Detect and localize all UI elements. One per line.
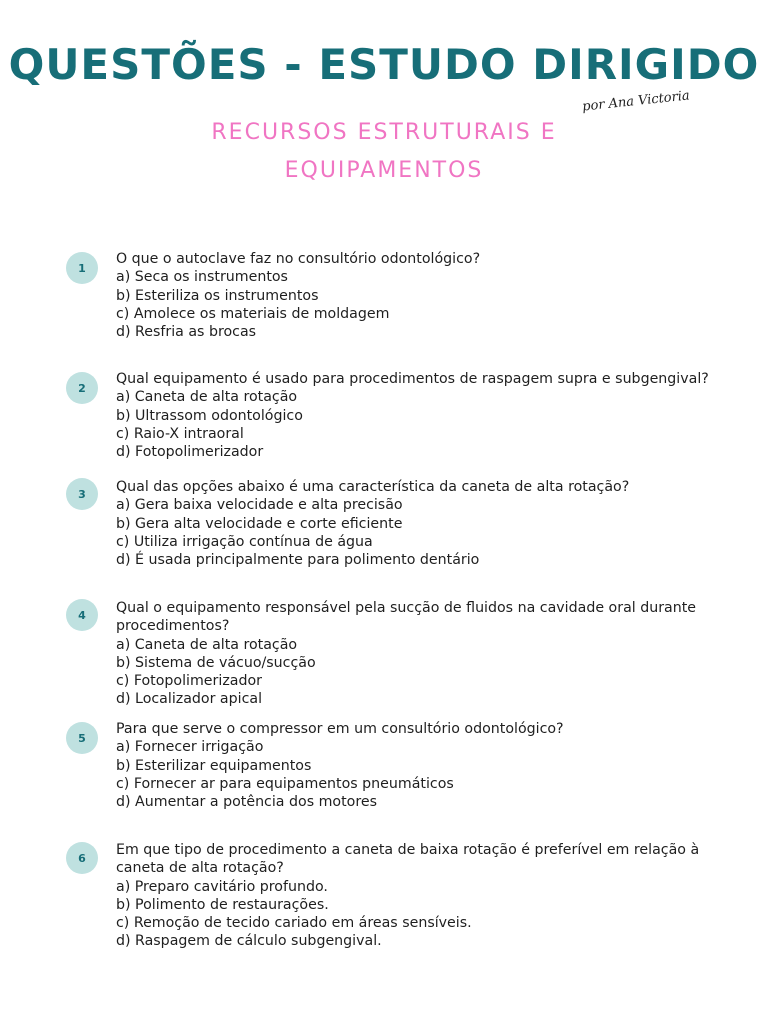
answer-option: c) Amolece os materiais de moldagem — [116, 305, 390, 322]
author-signature: por Ana Victoria — [581, 88, 691, 115]
question-body — [116, 841, 752, 951]
answer-option: c) Fotopolimerizador — [116, 673, 262, 690]
answer-option: d) Aumentar a potência dos motores — [116, 794, 377, 811]
subtitle-line: EQUIPAMENTOS — [284, 158, 484, 183]
question-body — [116, 720, 752, 811]
answer-option: a) Seca os instrumentos — [116, 269, 288, 286]
answer-option: d) Localizador apical — [116, 691, 263, 708]
answer-option: c) Remoção de tecido cariado em áreas sensíveis. — [116, 915, 472, 932]
answer-option: d) Resfria as brocas — [116, 324, 257, 341]
answer-option: d) É usada principalmente para polimento dentário — [116, 552, 480, 569]
answer-option: d) Fotopolimerizador — [116, 444, 264, 461]
question-body — [116, 370, 752, 461]
page-title: QUESTÕES - ESTUDO DIRIGIDO — [8, 40, 760, 89]
answer-option: a) Fornecer irrigação — [116, 739, 264, 756]
answer-option: a) Caneta de alta rotação — [116, 389, 298, 406]
question-text: O que o autoclave faz no consultório odontológico? — [116, 251, 481, 267]
answer-option: b) Esterilizar equipamentos — [116, 757, 312, 774]
answer-option: c) Fornecer ar para equipamentos pneumáticos — [116, 775, 454, 792]
question-number-badge: 2 — [66, 372, 98, 404]
question-number-badge: 1 — [66, 252, 98, 284]
question-number-badge: 5 — [66, 722, 98, 754]
question-body — [116, 599, 752, 709]
answer-option: a) Gera baixa velocidade e alta precisão — [116, 497, 403, 514]
answer-option: c) Raio-X intraoral — [116, 425, 244, 442]
question-text: Para que serve o compressor em um consultório odontológico? — [116, 721, 564, 737]
subtitle-line: RECURSOS ESTRUTURAIS E — [211, 120, 557, 145]
question-number-badge: 3 — [66, 478, 98, 510]
answer-option: c) Utiliza irrigação contínua de água — [116, 533, 373, 550]
question-number-badge: 4 — [66, 599, 98, 631]
question-body — [116, 478, 752, 569]
question-number-badge: 6 — [66, 842, 98, 874]
answer-option: b) Ultrassom odontológico — [116, 407, 303, 424]
answer-option: b) Gera alta velocidade e corte eficiente — [116, 515, 403, 532]
answer-option: d) Raspagem de cálculo subgengival. — [116, 933, 382, 950]
question-body — [116, 250, 752, 341]
page-subtitle — [0, 114, 768, 190]
question-text: Em que tipo de procedimento a caneta de baixa rotação é preferível em relação à caneta de alta rotação? — [116, 842, 700, 877]
answer-option: a) Preparo cavitário profundo. — [116, 878, 328, 895]
answer-option: b) Sistema de vácuo/sucção — [116, 654, 316, 671]
answer-option: a) Caneta de alta rotação — [116, 636, 298, 653]
question-text: Qual das opções abaixo é uma característica da caneta de alta rotação? — [116, 479, 630, 495]
answer-option: b) Esteriliza os instrumentos — [116, 287, 319, 304]
answer-option: b) Polimento de restaurações. — [116, 896, 329, 913]
question-text: Qual o equipamento responsável pela sucção de fluidos na cavidade oral durante procedimentos? — [116, 600, 697, 635]
question-text: Qual equipamento é usado para procedimentos de raspagem supra e subgengival? — [116, 371, 709, 387]
